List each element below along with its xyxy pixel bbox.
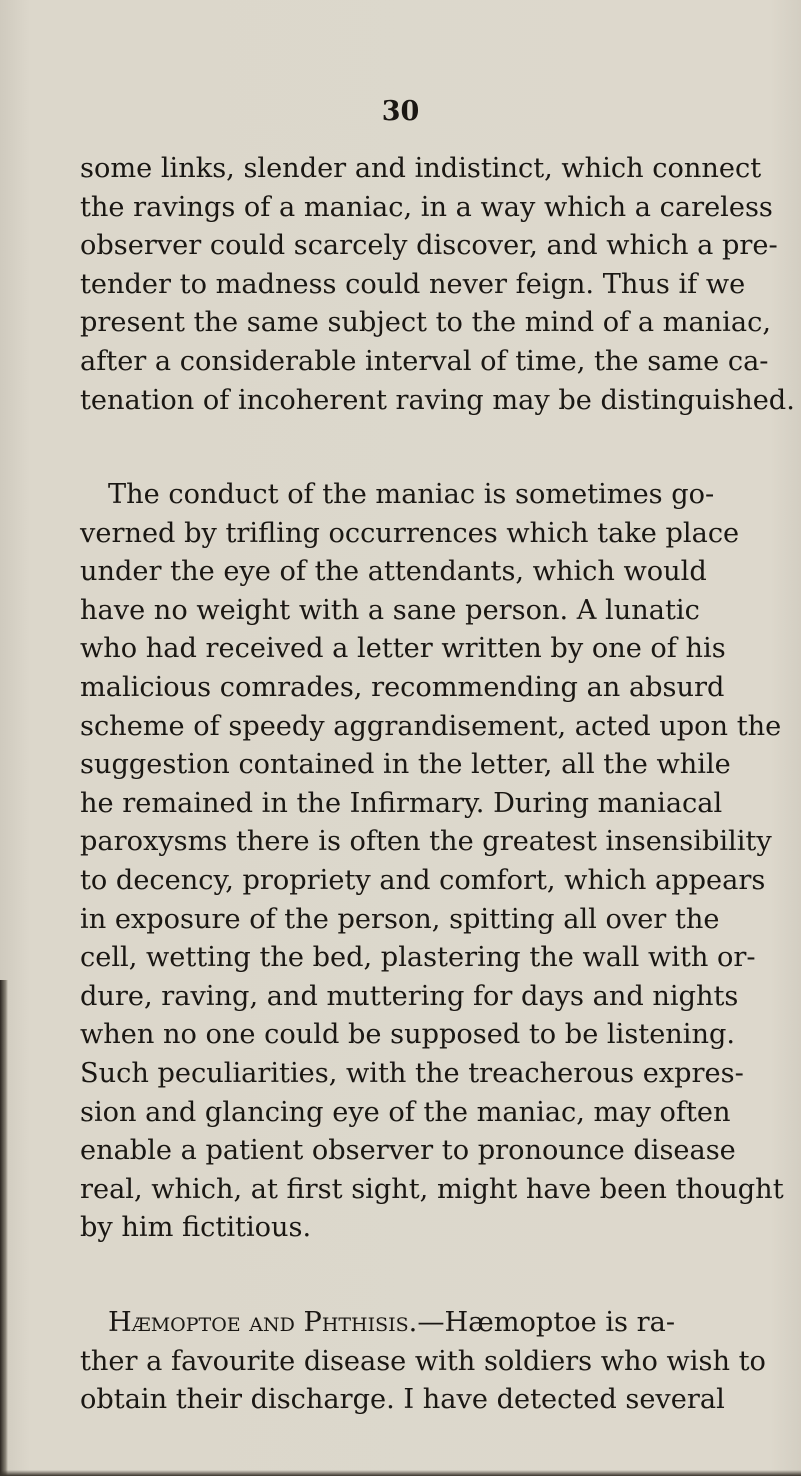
- text-line: cell, wetting the bed, plastering the wall with or-: [80, 942, 756, 974]
- text-line: suggestion contained in the letter, all the while: [80, 749, 731, 781]
- text-line: present the same subject to the mind of a maniac,: [80, 307, 771, 339]
- text-line: obtain their discharge. I have detected several: [80, 1384, 725, 1416]
- text-line: Such peculiarities, with the treacherous expres-: [80, 1058, 744, 1089]
- page-number: 30: [381, 96, 420, 127]
- section-heading: Hæmoptoe and Phthisis.: [108, 1307, 418, 1338]
- text-line: real, which, at first sight, might have been thought: [80, 1173, 784, 1205]
- text-line: malicious comrades, recommending an absurd: [80, 672, 725, 703]
- page-bottom-edge: [0, 1470, 801, 1476]
- text-line: paroxysms there is often the greatest insensibility: [80, 826, 772, 858]
- section-first-line: [108, 1304, 801, 1343]
- text-line: The conduct of the maniac is sometimes go-: [108, 479, 715, 510]
- text-line: who had received a letter written by one of his: [80, 633, 726, 665]
- text-line: by him fictitious.: [80, 1212, 312, 1244]
- text-line: have no weight with a sane person. A lunatic: [80, 594, 700, 626]
- book-spine-shadow: [0, 980, 8, 1476]
- text-line: —Hæmoptoe is ra-: [417, 1307, 676, 1338]
- text-line: tender to madness could never feign. Thus if we: [80, 268, 746, 300]
- text-line: tenation of incoherent raving may be distinguished.: [80, 384, 795, 416]
- text-line: scheme of speedy aggrandisement, acted upon the: [80, 710, 782, 742]
- text-line: the ravings of a maniac, in a way which a careless: [80, 191, 773, 223]
- text-line: after a considerable interval of time, the same ca-: [80, 346, 769, 377]
- text-line: to decency, propriety and comfort, which appears: [80, 865, 766, 896]
- text-line: enable a patient observer to pronounce disease: [80, 1135, 736, 1167]
- text-line: when no one could be supposed to be listening.: [80, 1019, 736, 1051]
- text-line: some links, slender and indistinct, which connect: [80, 153, 762, 184]
- text-line: ther a favourite disease with soldiers who wish to: [80, 1345, 766, 1377]
- text-line: sion and glancing eye of the maniac, may often: [80, 1096, 731, 1128]
- text-line: in exposure of the person, spitting all over the: [80, 903, 720, 935]
- text-line: dure, raving, and muttering for days and nights: [80, 980, 739, 1012]
- text-line: observer could scarcely discover, and which a pre-: [80, 230, 778, 262]
- text-line: under the eye of the attendants, which would: [80, 556, 707, 588]
- text-line: verned by trifling occurrences which take place: [80, 517, 740, 549]
- text-line: he remained in the Infirmary. During maniacal: [80, 787, 723, 819]
